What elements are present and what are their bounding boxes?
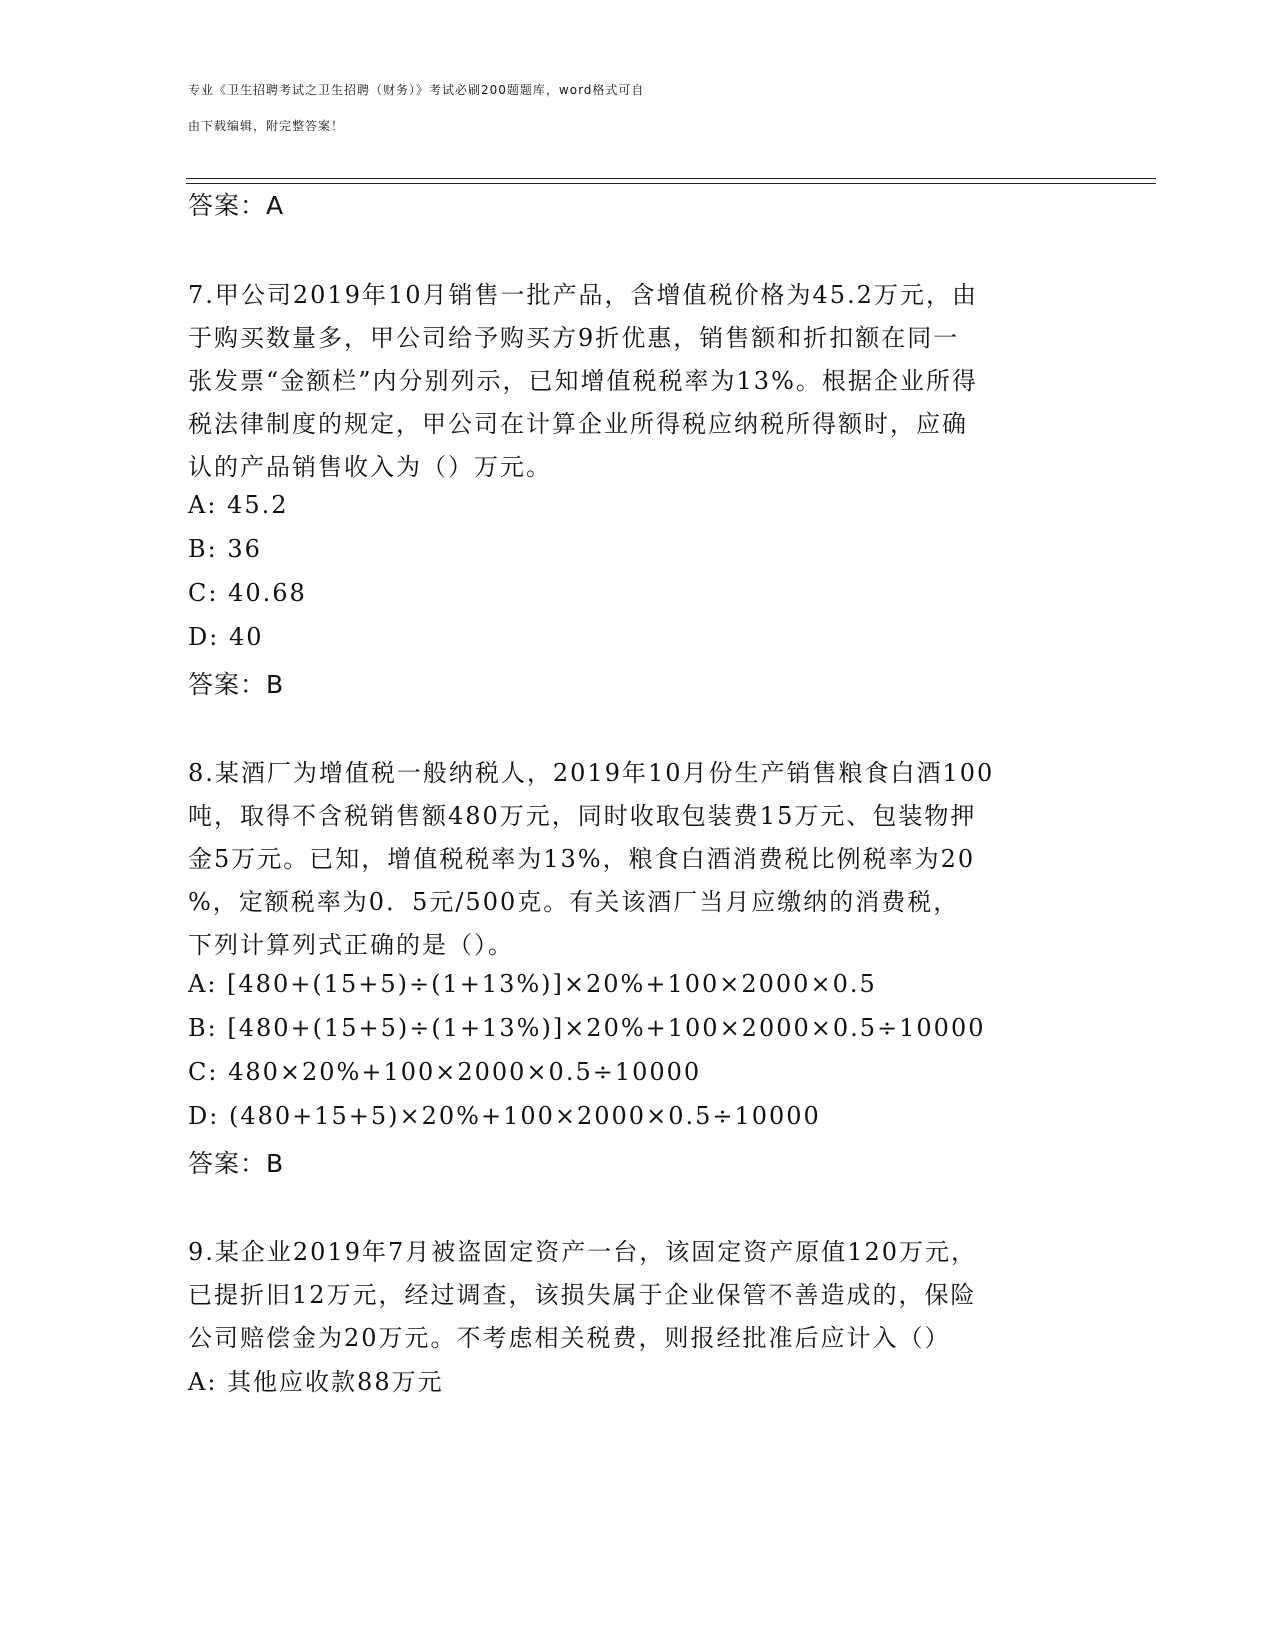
q8-line: 下列计算列式正确的是（）。: [188, 931, 514, 959]
header-rule-top: [186, 178, 1156, 179]
q9-line: 公司赔偿金为20万元。不考虑相关税费，则报经批准后应计入（）: [188, 1324, 951, 1352]
q8-line: 金5万元。已知，增值税税率为13%，粮食白酒消费税比例税率为20: [188, 845, 976, 873]
q7-line: 税法律制度的规定，甲公司在计算企业所得税应纳税所得额时，应确: [188, 410, 968, 438]
q7-line: 于购买数量多，甲公司给予购买方9折优惠，销售额和折扣额在同一: [188, 324, 960, 352]
q7-line: 认的产品销售收入为（）万元。: [188, 453, 552, 481]
page-header: [188, 72, 1088, 144]
q7-line: 张发票“金额栏”内分别列示，已知增值税税率为13%。根据企业所得: [188, 367, 978, 395]
q8-answer: 答案：B: [188, 1149, 285, 1178]
q7-option-a: A: 45.2: [188, 491, 289, 519]
q7-option-d: D: 40: [188, 623, 264, 651]
q7-option-c: C: 40.68: [188, 579, 307, 607]
q8-line: 8.某酒厂为增值税一般纳税人，2019年10月份生产销售粮食白酒100: [188, 759, 995, 787]
answer-previous: 答案：A: [188, 191, 285, 220]
q8-line: 吨，取得不含税销售额480万元，同时收取包装费15万元、包装物押: [188, 802, 977, 830]
header-line-2: 由下载编辑，附完整答案！: [188, 119, 345, 133]
header-line-1: 专业《卫生招聘考试之卫生招聘（财务）》考试必刷200题题库，word格式可自: [188, 83, 645, 97]
q8-option-c: C: 480×20%+100×2000×0.5÷10000: [188, 1058, 702, 1086]
header-rule-bottom: [186, 183, 1156, 184]
q8-line: %，定额税率为0．5元/500克。有关该酒厂当月应缴纳的消费税，: [188, 888, 960, 916]
q9-option-a: A: 其他应收款88万元: [188, 1368, 444, 1396]
q9-line: 9.某企业2019年7月被盗固定资产一台，该固定资产原值120万元，: [188, 1238, 978, 1266]
q7-option-b: B: 36: [188, 535, 262, 563]
q8-option-d: D: (480+15+5)×20%+100×2000×0.5÷10000: [188, 1102, 821, 1130]
q7-answer: 答案：B: [188, 670, 285, 699]
q9-line: 已提折旧12万元，经过调查，该损失属于企业保管不善造成的，保险: [188, 1281, 977, 1309]
q8-option-b: B: [480+(15+5)÷(1+13%)]×20%+100×2000×0.5÷10000: [188, 1014, 986, 1042]
q7-line: 7.甲公司2019年10月销售一批产品，含增值税价格为45.2万元，由: [188, 281, 978, 309]
q8-option-a: A: [480+(15+5)÷(1+13%)]×20%+100×2000×0.5: [188, 970, 877, 998]
